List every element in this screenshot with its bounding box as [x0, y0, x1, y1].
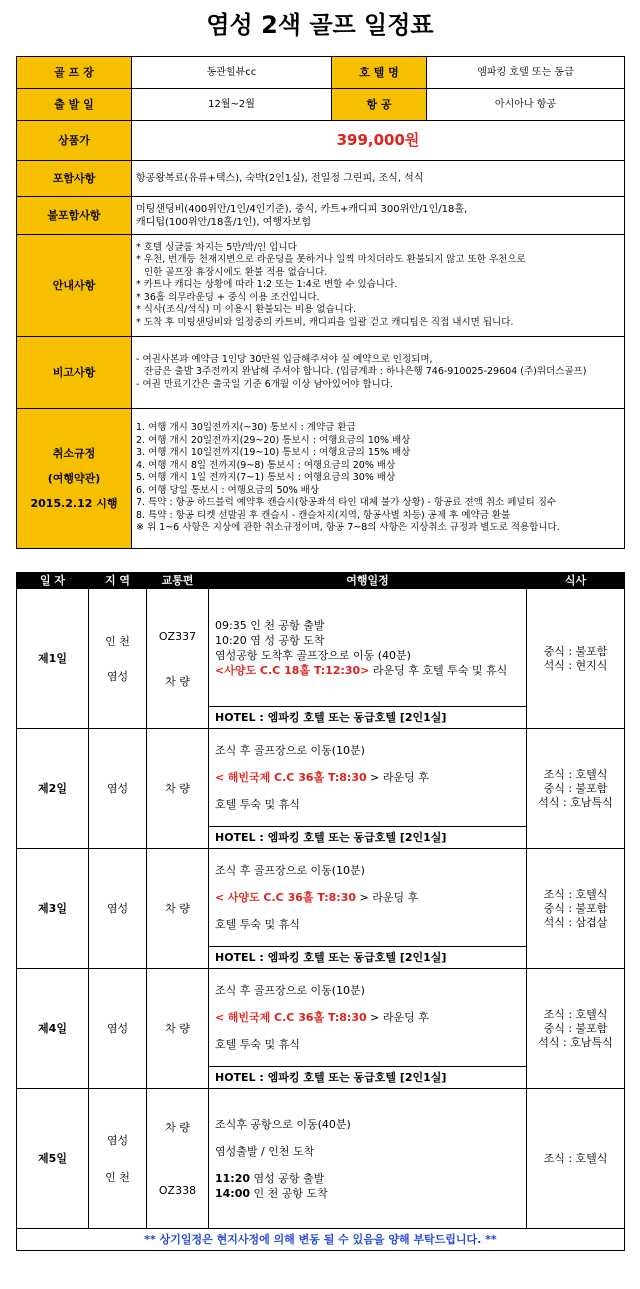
day-itinerary	[209, 589, 527, 707]
itinerary-line: 염성공항 도착후 골프장으로 이동 (40분)	[215, 648, 411, 662]
include-label: 포함사항	[17, 161, 132, 197]
meal-line: 중식 : 불포함	[543, 1021, 608, 1035]
golf-bracket: <	[215, 891, 225, 904]
golf-course: 사양도 C.C 18홀 T:12:30	[224, 663, 361, 677]
cancel-value	[132, 409, 625, 549]
itinerary-line: 조식 후 골프장으로 이동(10분)	[215, 864, 365, 877]
day-region	[89, 589, 147, 729]
day-hotel: HOTEL : 엠파킹 호텔 또는 동급호텔 [2인1실]	[209, 707, 527, 729]
itinerary-line	[215, 1010, 520, 1025]
exclude-line: 미팅샌딩비(400위안/1인/4인기준), 중식, 카트+캐디피 300위안/1인/18홀,	[136, 203, 468, 215]
golf-bracket: <	[215, 771, 225, 784]
day-itinerary	[209, 849, 527, 947]
exclude-line: 캐디팁(100위안/18홀/1인), 여행자보험	[136, 216, 311, 228]
header-region: 지 역	[89, 573, 147, 589]
itinerary-line: 호텔 투숙 및 휴식	[215, 918, 300, 931]
itinerary-line	[215, 1186, 520, 1201]
transport-text: 차 량	[165, 674, 190, 688]
flight-time: 14:00	[215, 1186, 251, 1200]
day-itinerary	[209, 1089, 527, 1229]
guide-line: * 카트나 캐디는 상황에 따라 1:2 또는 1:4로 변할 수 있습니다.	[136, 279, 398, 291]
exclude-label: 불포함사항	[17, 197, 132, 235]
region-text: 염성	[106, 1133, 129, 1147]
day-transport	[147, 589, 209, 729]
day-label: 제2일	[17, 729, 89, 849]
footer-note: ** 상기일정은 현지사정에 의해 변동 될 수 있음을 양해 부탁드립니다. **	[17, 1229, 625, 1251]
day-transport	[147, 1089, 209, 1229]
region-text: 염성	[106, 669, 129, 683]
day-meals	[527, 849, 625, 969]
cancel-line: 2. 여행 개시 20일전까지(29~20) 통보시 : 여행요금의 10% 배상	[136, 434, 411, 446]
transport-text: 차 량	[165, 1120, 190, 1134]
day-label: 제5일	[17, 1089, 89, 1229]
golf-after: > 라운딩 후	[359, 891, 419, 904]
hotel-label: 호 텔 명	[332, 57, 427, 89]
cancel-line: 3. 여행 개시 10일전까지(19~10) 통보시 : 여행요금의 15% 배상	[136, 447, 411, 459]
day-hotel: HOTEL : 엠파킹 호텔 또는 동급호텔 [2인1실]	[209, 827, 527, 849]
remark-value	[132, 337, 625, 409]
page-title: 염성 2색 골프 일정표	[206, 11, 434, 39]
price-value: 399,000원	[132, 121, 625, 161]
remark-label: 비고사항	[17, 337, 132, 409]
itinerary-line	[215, 663, 520, 678]
cancel-line: 7. 특약 : 항공 하드블럭 예약후 캔슬시(항공좌석 타인 대체 불가 상황) - 항공료 전액 취소 페널티 징수	[136, 497, 557, 509]
day-label: 제3일	[17, 849, 89, 969]
guide-line: * 호텔 싱글룸 차지는 5만/박/인 입니다	[136, 241, 297, 253]
cancel-label-sub: (여행약관)	[47, 472, 101, 485]
day-meals	[527, 1089, 625, 1229]
day-region	[89, 1089, 147, 1229]
airline-label: 항 공	[332, 89, 427, 121]
day-label: 제1일	[17, 589, 89, 729]
golf-bracket: <	[215, 663, 225, 677]
meal-line: 조식 : 호텔식	[543, 1007, 608, 1021]
itinerary-line	[215, 1171, 520, 1186]
day-label: 제4일	[17, 969, 89, 1089]
include-value: 항공왕복료(유류+택스), 숙박(2인1실), 전일정 그린피, 조식, 석식	[132, 161, 625, 197]
meal-line: 중식 : 불포함	[543, 781, 608, 795]
meal-line: 조식 : 호텔식	[543, 1151, 608, 1165]
itinerary-line	[215, 770, 520, 785]
day-meals	[527, 969, 625, 1089]
schedule-table	[16, 572, 625, 1251]
header-itinerary: 여행일정	[209, 573, 527, 589]
exclude-value	[132, 197, 625, 235]
guide-value	[132, 235, 625, 337]
hotel-value: 엠파킹 호텔 또는 동급	[427, 57, 625, 89]
itinerary-line: 호텔 투숙 및 휴식	[215, 798, 300, 811]
cancel-line: 4. 여행 개시 8일 전까지(9~8) 통보시 : 여행요금의 20% 배상	[136, 459, 396, 471]
departure-label: 출 발 일	[17, 89, 132, 121]
itinerary-line: 조식후 공항으로 이동(40분)	[215, 1117, 351, 1131]
transport-text: OZ338	[158, 1183, 197, 1197]
day-region: 염성	[89, 729, 147, 849]
day-region: 염성	[89, 849, 147, 969]
cancel-line: 1. 여행 개시 30일전까지(~30) 통보시 : 계약금 환급	[136, 422, 356, 434]
meal-line: 조식 : 호텔식	[543, 767, 608, 781]
guide-line: * 도착 후 미팅샌딩비와 일정중의 카트비, 캐디피을 일괄 걷고 캐디팁은 직접 내시면 됩니다.	[136, 316, 514, 328]
golf-after: > 라운딩 후	[370, 771, 429, 784]
cancel-line: 8. 특약 : 항공 티켓 선발권 후 캔슬시 - 캔슬차지(지역, 항공사별 차등) 공제 후 예약금 환불	[136, 509, 511, 521]
itinerary-line: 호텔 투숙 및 휴식	[215, 1038, 300, 1051]
day-transport: 차 량	[147, 969, 209, 1089]
guide-line: 인한 골프장 휴장시에도 환불 적용 없습니다.	[144, 266, 328, 278]
golf-course: 해빈국제 C.C 36홀 T:8:30	[227, 1011, 367, 1024]
day-itinerary	[209, 729, 527, 827]
meal-line: 중식 : 불포함	[543, 644, 608, 658]
itinerary-line: 09:35 인 천 공항 출발	[215, 618, 325, 632]
itinerary-line	[215, 890, 520, 905]
price-label: 상품가	[17, 121, 132, 161]
itinerary-line: 10:20 염 성 공항 도착	[215, 633, 325, 647]
cancel-label-title: 취소규정	[52, 447, 96, 460]
day-transport: 차 량	[147, 849, 209, 969]
airline-value: 아시아나 항공	[427, 89, 625, 121]
guide-line: * 36홀 의무라운딩 + 중식 이용 조건입니다.	[136, 291, 320, 303]
guide-line: * 식사(조식/석식) 미 이용시 환불되는 비용 없습니다.	[136, 304, 357, 316]
itinerary-line: 조식 후 골프장으로 이동(10분)	[215, 744, 365, 757]
golf-course-value: 동관힐뷰cc	[132, 57, 332, 89]
guide-label: 안내사항	[17, 235, 132, 337]
remark-line: - 여권사본과 예약금 1인당 30만원 입금해주셔야 실 예약으로 인정되며,	[136, 353, 433, 365]
flight-time: 11:20	[215, 1171, 251, 1185]
header-transport: 교통편	[147, 573, 209, 589]
day-transport: 차 량	[147, 729, 209, 849]
cancel-line: 5. 여행 개시 1일 전까지(7~1) 통보시 : 여행요금의 30% 배상	[136, 472, 396, 484]
meal-line: 석식 : 현지식	[543, 658, 608, 672]
itinerary-line: 조식 후 골프장으로 이동(10분)	[215, 984, 365, 997]
meal-line: 조식 : 호텔식	[543, 887, 608, 901]
flight-text: 염성 공항 출발	[250, 1171, 325, 1185]
day-meals	[527, 589, 625, 729]
cancel-line: 6. 여행 당일 통보시 : 여행요금의 50% 배상	[136, 484, 319, 496]
golf-bracket: <	[215, 1011, 225, 1024]
meal-line: 석식 : 호남특식	[538, 1035, 613, 1049]
cancel-label-date: 2015.2.12 시행	[30, 497, 118, 510]
header-meal: 식사	[527, 573, 625, 589]
info-table	[16, 56, 625, 549]
remark-line: 잔금은 출발 3주전까지 완납해 주셔야 합니다. (입금계좌 : 하나은행 746-910025-29604 (주)위더스골프)	[144, 366, 587, 378]
golf-bracket-close: >	[360, 663, 370, 677]
flight-text: 인 천 공항 도착	[250, 1186, 328, 1200]
transport-text: OZ337	[158, 629, 197, 643]
cancel-line: ※ 위 1~6 사항은 지상에 관한 취소규정이며, 항공 7~8의 사항은 지상취소 규정과 별도로 적용합니다.	[136, 522, 560, 534]
day-itinerary	[209, 969, 527, 1067]
region-text: 인 천	[105, 1170, 130, 1184]
header-day: 일 자	[17, 573, 89, 589]
meal-line: 중식 : 불포함	[543, 901, 608, 915]
golf-after: > 라운딩 후	[370, 1011, 429, 1024]
golf-course: 사양도 C.C 36홀 T:8:30	[227, 891, 357, 904]
golf-after: 라운딩 후 호텔 투숙 및 휴식	[372, 663, 508, 677]
day-meals	[527, 729, 625, 849]
day-region: 염성	[89, 969, 147, 1089]
golf-course-label: 골 프 장	[17, 57, 132, 89]
itinerary-line: 염성출발 / 인천 도착	[215, 1144, 315, 1158]
day-hotel: HOTEL : 엠파킹 호텔 또는 동급호텔 [2인1실]	[209, 1067, 527, 1089]
guide-line: * 우천, 번개등 천재지변으로 라운딩을 못하거나 일찍 마치더라도 환불되지 않고 또한 우천으로	[136, 254, 526, 266]
remark-line: - 여권 만료기간은 출국일 기준 6개월 이상 남아있어야 합니다.	[136, 378, 393, 390]
meal-line: 석식 : 삼겹살	[543, 915, 608, 929]
region-text: 인 천	[105, 634, 130, 648]
day-hotel: HOTEL : 엠파킹 호텔 또는 동급호텔 [2인1실]	[209, 947, 527, 969]
meal-line: 석식 : 호남특식	[538, 795, 613, 809]
cancel-label	[17, 409, 132, 549]
golf-course: 해빈국제 C.C 36홀 T:8:30	[227, 771, 367, 784]
departure-value: 12월~2월	[132, 89, 332, 121]
